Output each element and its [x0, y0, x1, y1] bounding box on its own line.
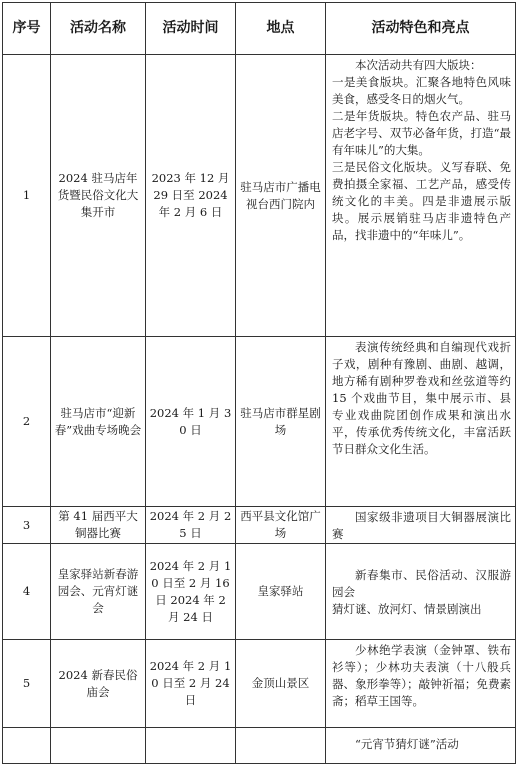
event-time: [146, 728, 236, 764]
event-name: 第 41 届西平大铜器比赛: [51, 507, 146, 544]
event-features-text: 国家级非遗项目大铜器展演比赛: [332, 510, 511, 541]
event-place: 金顶山景区: [236, 640, 326, 728]
event-features-text: 表演传统经典和自编现代戏折子戏，剧种有豫剧、曲剧、越调，地方稀有剧种罗卷戏和丝弦道等约 15 个戏曲节目，集中展示市、县专业戏曲院团创作成果和演出水平，传承优秀传统文化，丰富活跃节日群众文化生活。: [332, 340, 515, 456]
event-features: [326, 337, 516, 507]
event-features-text: “元宵节猜灯谜”活动: [355, 737, 459, 751]
row-index: 2: [3, 337, 51, 507]
event-time: 2024 年 1 月 30 日: [146, 337, 236, 507]
event-features-text: 新春集市、民俗活动、汉服游园会 猜灯谜、放河灯、情景剧演出: [332, 568, 511, 616]
header-time: 活动时间: [146, 3, 236, 55]
event-name: 2024 驻马店年货暨民俗文化大集开市: [51, 55, 146, 337]
event-name: 2024 新春民俗庙会: [51, 640, 146, 728]
event-place: 皇家驿站: [236, 544, 326, 640]
row-index: 1: [3, 55, 51, 337]
event-features-text: 少林绝学表演（金钟罩、铁布衫等）；少林功夫表演（十八般兵器、象形拳等）；敲钟祈福；免费素斋；稻草王国等。: [332, 643, 511, 708]
table-row: [3, 640, 516, 728]
event-features: [326, 728, 516, 764]
table-row: [3, 337, 516, 507]
event-features: [326, 544, 516, 640]
row-index: [3, 728, 51, 764]
header-name: 活动名称: [51, 3, 146, 55]
event-features: [326, 55, 516, 337]
table-row: [3, 55, 516, 337]
event-name: 驻马店市“迎新春”戏曲专场晚会: [51, 337, 146, 507]
event-name: 皇家驿站新春游园会、元宵灯谜会: [51, 544, 146, 640]
event-time: 2024 年 2 月 10 日至 2 月 24 日: [146, 640, 236, 728]
event-features-text: 本次活动共有四大版块： 一是美食版块。汇聚各地特色风味美食，感受冬日的烟火气。 二是年货版块。特色农产品、驻马店老字号、双节必备年货，打造“最有年味儿”的大集。 三是民俗文化版块。义写春联、免费拍摄全家福、工艺产品，感受传统文化的丰美。四是非遗展示版块。展示展销驻马店非遗特色产品，找非遗中的“年味儿”。: [332, 58, 511, 242]
header-index: 序号: [3, 3, 51, 55]
header-place: 地点: [236, 3, 326, 55]
event-place: 驻马店市广播电视台西门院内: [236, 55, 326, 337]
header-features: 活动特色和亮点: [326, 3, 516, 55]
row-index: 3: [3, 507, 51, 544]
table-row: [3, 544, 516, 640]
event-time: 2024 年 2 月 10 日至 2 月 16 日 2024 年 2 月 24 日: [146, 544, 236, 640]
event-place: 西平县文化馆广场: [236, 507, 326, 544]
table-row: [3, 507, 516, 544]
header-row: [3, 3, 516, 55]
event-place: [236, 728, 326, 764]
event-features: [326, 507, 516, 544]
event-time: 2024 年 2 月 25 日: [146, 507, 236, 544]
event-time: 2023 年 12 月 29 日至 2024 年 2 月 6 日: [146, 55, 236, 337]
event-place: 驻马店市群星剧场: [236, 337, 326, 507]
event-features: [326, 640, 516, 728]
row-index: 5: [3, 640, 51, 728]
table-row: [3, 728, 516, 764]
event-name: [51, 728, 146, 764]
row-index: 4: [3, 544, 51, 640]
events-table: [2, 2, 516, 764]
